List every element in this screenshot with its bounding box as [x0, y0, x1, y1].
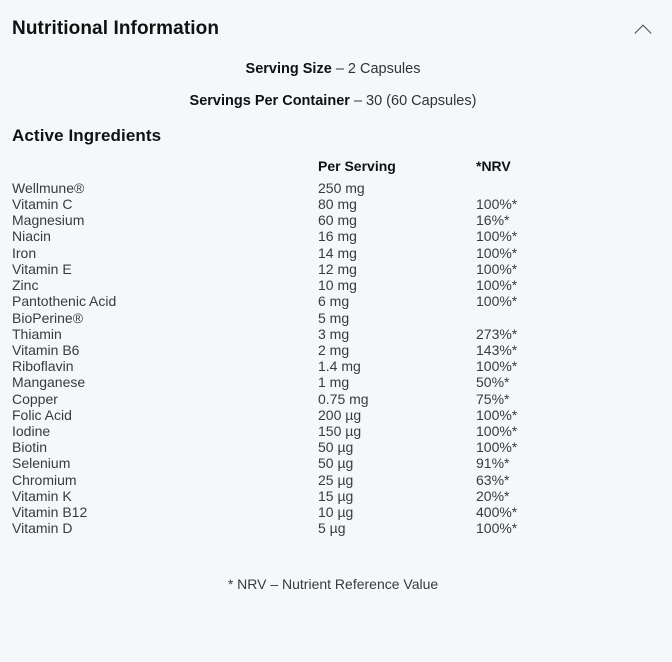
ingredient-nrv: [476, 180, 656, 196]
table-row: [10, 488, 656, 504]
servings-per-container-label: Servings Per Container: [189, 92, 350, 109]
page-title: Nutritional Information: [12, 18, 220, 39]
table-row: [10, 342, 656, 358]
ingredient-nrv: 100%*: [476, 422, 518, 439]
ingredient-name: Wellmune®: [12, 179, 85, 196]
ingredient-name: Thiamin: [12, 325, 62, 342]
ingredient-nrv: 16%*: [476, 212, 510, 229]
table-row: [10, 439, 656, 455]
ingredient-name: Vitamin C: [12, 196, 73, 213]
ingredient-name: Vitamin E: [12, 260, 72, 277]
ingredient-per-serving: 1.4 mg: [318, 358, 361, 375]
table-row: [10, 293, 656, 309]
ingredient-per-serving: 6 mg: [318, 293, 350, 310]
ingredient-per-serving: 3 mg: [318, 325, 350, 342]
ingredient-nrv: 400%*: [476, 503, 518, 520]
ingredient-per-serving: 2 mg: [318, 341, 350, 358]
ingredient-name: Copper: [12, 390, 58, 407]
ingredient-nrv: 100%*: [476, 277, 518, 294]
nrv-footnote: * NRV – Nutrient Reference Value: [227, 576, 439, 593]
ingredient-name: Manganese: [12, 374, 86, 391]
active-ingredients-title: Active Ingredients: [12, 125, 162, 145]
ingredient-name: Riboflavin: [12, 358, 74, 375]
ingredient-name: Folic Acid: [12, 406, 72, 423]
ingredient-nrv: 91%*: [476, 455, 510, 472]
serving-size-label: Serving Size: [245, 61, 332, 77]
ingredient-nrv: [476, 310, 656, 326]
ingredient-name: Vitamin K: [12, 487, 72, 504]
collapse-panel-button[interactable]: [630, 20, 656, 42]
ingredient-name: Magnesium: [12, 212, 85, 229]
ingredient-per-serving: 50 µg: [318, 439, 354, 456]
ingredient-name: Selenium: [12, 455, 71, 472]
ingredient-per-serving: 5 µg: [318, 520, 346, 537]
table-row: [10, 245, 656, 261]
table-row: [10, 374, 656, 390]
ingredient-per-serving: 25 µg: [318, 471, 354, 488]
column-header-name: [10, 158, 318, 180]
ingredient-name: BioPerine®: [12, 309, 84, 326]
ingredient-per-serving: 1 mg: [318, 374, 350, 391]
ingredient-nrv: 50%*: [476, 374, 510, 391]
ingredient-nrv: 100%*: [476, 196, 518, 213]
ingredient-per-serving: 0.75 mg: [318, 390, 369, 407]
table-row: [10, 180, 656, 196]
ingredient-name: Biotin: [12, 439, 48, 456]
table-row: [10, 261, 656, 277]
ingredient-name: Zinc: [12, 277, 39, 294]
table-row: [10, 277, 656, 293]
ingredients-table: [10, 158, 656, 536]
ingredient-nrv: 100%*: [476, 260, 518, 277]
servings-per-container-line: [10, 94, 656, 110]
ingredient-per-serving: 10 mg: [318, 277, 357, 294]
chevron-up-icon: [635, 25, 652, 42]
table-row: [10, 520, 656, 536]
ingredient-per-serving: 15 µg: [318, 487, 354, 504]
ingredient-nrv: 100%*: [476, 439, 518, 456]
ingredient-nrv: 100%*: [476, 244, 518, 261]
table-row: [10, 196, 656, 212]
ingredient-per-serving: 250 mg: [318, 179, 365, 196]
table-header-row: [10, 158, 656, 180]
ingredient-nrv: 100%*: [476, 520, 518, 537]
ingredient-nrv: 63%*: [476, 471, 510, 488]
table-row: [10, 423, 656, 439]
ingredient-nrv: 20%*: [476, 487, 510, 504]
serving-size-value: – 2 Capsules: [335, 61, 421, 77]
ingredient-nrv: 100%*: [476, 406, 518, 423]
table-row: [10, 358, 656, 374]
table-row: [10, 391, 656, 407]
column-header-nrv: *NRV: [476, 157, 511, 174]
table-row: [10, 212, 656, 228]
ingredient-name: Niacin: [12, 228, 51, 245]
ingredient-nrv: 143%*: [476, 341, 518, 358]
ingredient-per-serving: 60 mg: [318, 212, 357, 229]
ingredient-name: Chromium: [12, 471, 77, 488]
ingredients-table-body: [10, 180, 656, 536]
ingredient-name: Pantothenic Acid: [12, 293, 117, 310]
ingredient-nrv: 75%*: [476, 390, 510, 407]
table-row: [10, 407, 656, 423]
ingredient-per-serving: 10 µg: [318, 503, 354, 520]
serving-size-line: [10, 62, 656, 78]
table-row: [10, 455, 656, 471]
ingredient-nrv: 100%*: [476, 228, 518, 245]
ingredient-name: Vitamin B12: [12, 503, 88, 520]
ingredient-nrv: 100%*: [476, 358, 518, 375]
ingredient-per-serving: 200 µg: [318, 406, 362, 423]
ingredient-name: Iron: [12, 244, 37, 261]
servings-per-container-value: – 30 (60 Capsules): [353, 92, 477, 109]
table-row: [10, 472, 656, 488]
ingredient-name: Vitamin B6: [12, 341, 80, 358]
serving-info: [10, 62, 656, 110]
ingredient-name: Vitamin D: [12, 520, 73, 537]
table-row: [10, 504, 656, 520]
ingredient-per-serving: 14 mg: [318, 244, 357, 261]
ingredient-per-serving: 50 µg: [318, 455, 354, 472]
table-row: [10, 326, 656, 342]
table-row: [10, 228, 656, 244]
ingredient-name: Iodine: [12, 422, 51, 439]
ingredient-per-serving: 16 mg: [318, 228, 357, 245]
ingredient-nrv: 100%*: [476, 293, 518, 310]
ingredient-per-serving: 150 µg: [318, 422, 362, 439]
column-header-per-serving: Per Serving: [318, 157, 396, 174]
table-row: [10, 310, 656, 326]
panel-header: [10, 18, 656, 42]
ingredient-per-serving: 12 mg: [318, 260, 357, 277]
ingredient-per-serving: 5 mg: [318, 309, 350, 326]
ingredient-per-serving: 80 mg: [318, 196, 357, 213]
ingredient-nrv: 273%*: [476, 325, 518, 342]
